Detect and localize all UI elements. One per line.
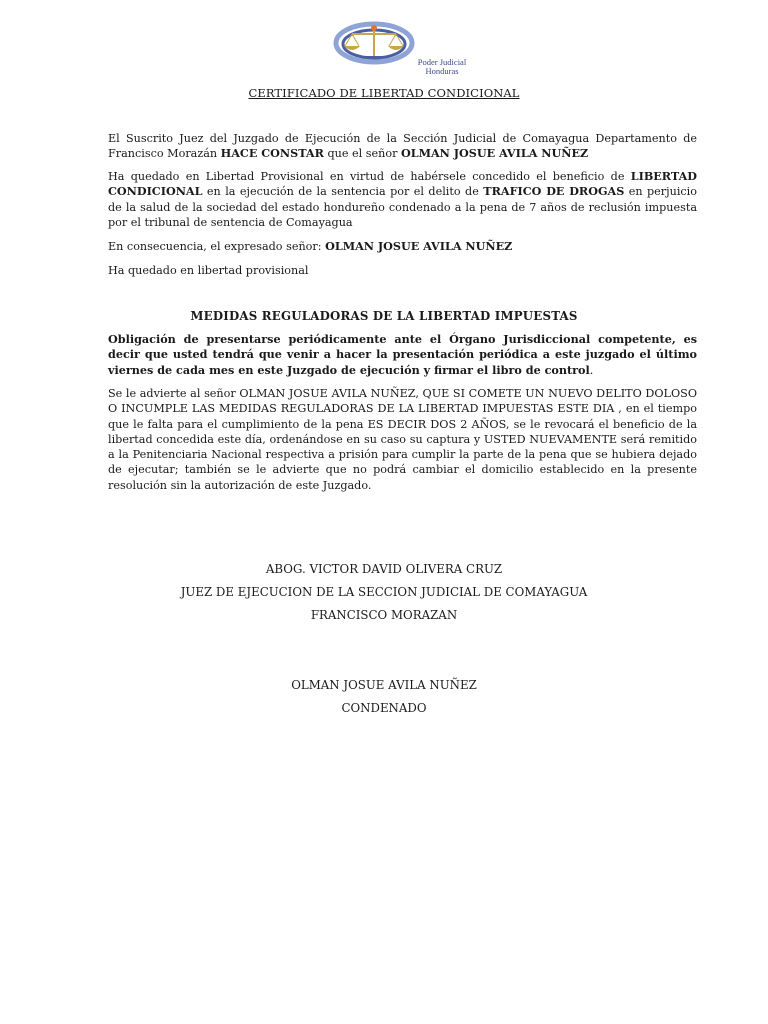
judge-title: JUEZ DE EJECUCION DE LA SECCION JUDICIAL DE COMAYAGUA: [180, 585, 588, 599]
convict-role: CONDENADO: [341, 701, 427, 715]
certificate-body: [108, 131, 697, 162]
paragraph-hace-constar: El Suscrito Juez del Juzgado de Ejecución de la Sección Judicial de Comayagua Departamento de Francisco Morazán HACE CONSTAR que el señor OLMAN JOSUE AVILA NUÑEZ: [108, 132, 697, 161]
logo-line-1: Poder Judicial: [417, 57, 467, 67]
section-heading-medidas: MEDIDAS REGULADORAS DE LA LIBERTAD IMPUESTAS: [190, 309, 578, 323]
paragraph-libertad-condicional: Ha quedado en Libertad Provisional en virtud de habérsele concedido el beneficio de LIBERTAD CONDICIONAL en la ejecución de la sentencia por el delito de TRAFICO DE DROGAS en perjuicio de la salud de la sociedad del estado hondureño condenado a la pena de 7 años de reclusión impuesta por el tribunal de sentencia de Comayagua: [108, 169, 697, 229]
paragraph-consecuencia: En consecuencia, el expresado señor: OLMAN JOSUE AVILA NUÑEZ: [108, 239, 513, 253]
paragraph-advertencia: Se le advierte al señor OLMAN JOSUE AVILA NUÑEZ, QUE SI COMETE UN NUEVO DELITO DOLOSO O INCUMPLE LAS MEDIDAS REGULADORAS DE LA LIBERTAD IMPUESTAS ESTE DIA , en el tiempo que le falta para el cumplimiento de la pena ES DECIR DOS 2 AÑOS, se le revocará el beneficio de la libertad concedida este día, ordenándose en su caso su captura y USTED NUEVAMENTE será remitido a la Penitenciaria Nacional respectiva a prisión para cumplir la parte de la pena que se hubiera dejado de ejecutar; también se le advierte que no podrá cambiar el domicilio establecido en la presente resolución sin la autorización de este Juzgado.: [108, 387, 697, 492]
judge-name: ABOG. VICTOR DAVID OLIVERA CRUZ: [265, 562, 503, 576]
poder-judicial-logo: [330, 14, 480, 80]
judge-place: FRANCISCO MORAZAN: [310, 608, 458, 622]
document-title: CERTIFICADO DE LIBERTAD CONDICIONAL: [248, 86, 520, 100]
convict-name: OLMAN JOSUE AVILA NUÑEZ: [291, 678, 477, 692]
paragraph-obligacion: Obligación de presentarse periódicamente ante el Órgano Jurisdiccional competente, es decir que usted tendrá que venir a hacer la presentación periódica a este juzgado el último viernes de cada mes en este Juzgado de ejecución y firmar el libro de control.: [108, 332, 697, 377]
logo-line-2: Honduras: [425, 66, 459, 76]
paragraph-libertad-provisional: Ha quedado en libertad provisional: [108, 264, 309, 277]
